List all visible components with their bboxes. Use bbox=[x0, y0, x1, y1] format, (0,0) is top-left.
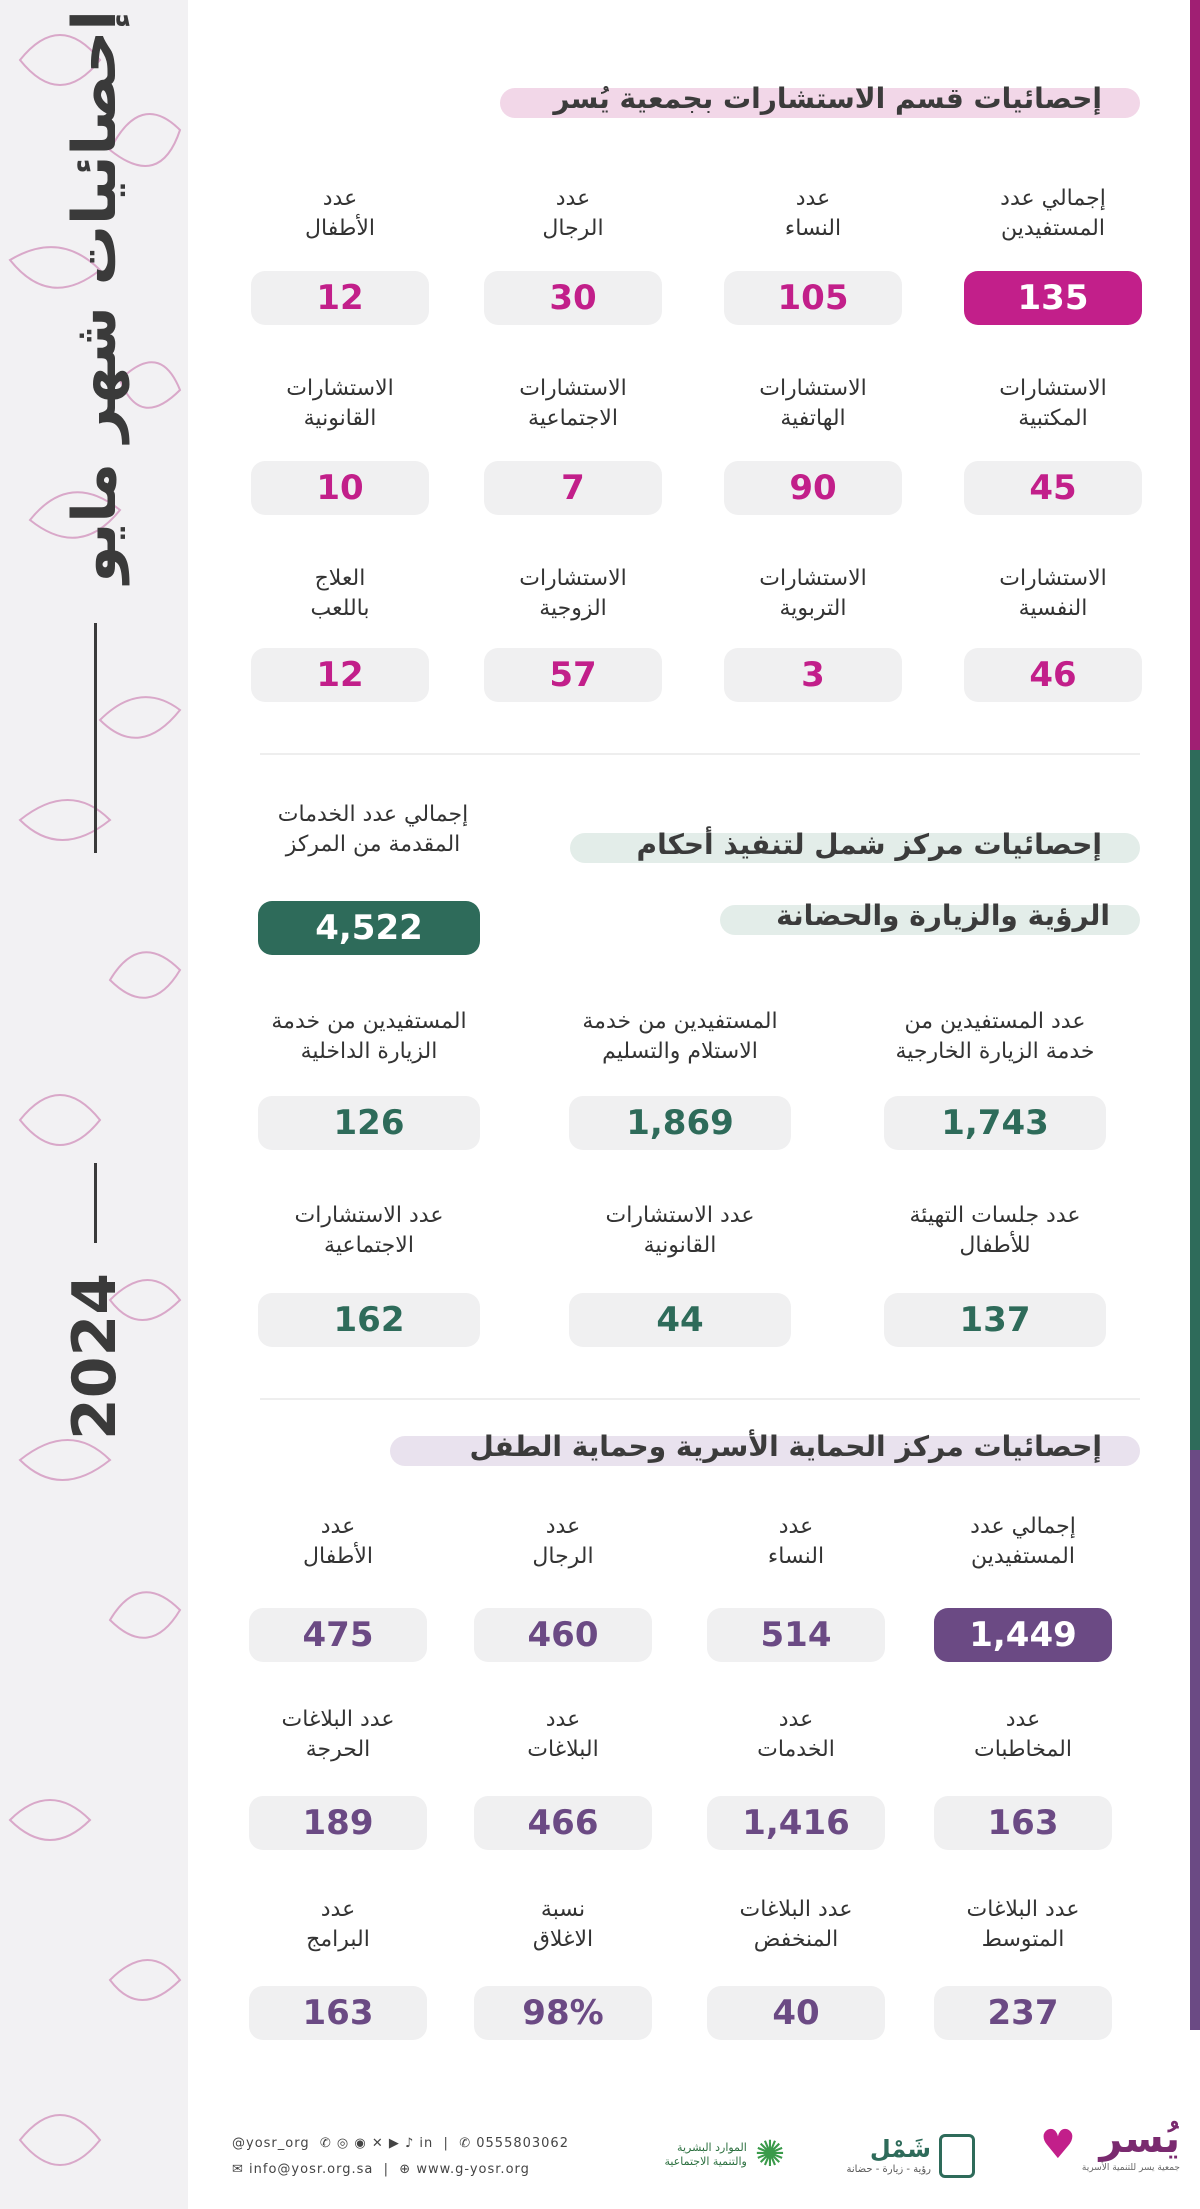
stat-label: الاستشارات المكتبية bbox=[999, 376, 1107, 431]
side-strip bbox=[0, 0, 188, 2209]
title-line bbox=[94, 623, 97, 853]
stat-label: عدد البلاغات المتوسط bbox=[966, 1897, 1080, 1952]
stat-label: عدد الأطفال bbox=[305, 186, 375, 241]
stat-value: 137 bbox=[884, 1293, 1106, 1347]
side-title bbox=[50, 10, 140, 1440]
globe-icon: ⊕ bbox=[399, 2162, 412, 2177]
stat-value: 12 bbox=[251, 648, 429, 702]
stat-value: 1,869 bbox=[569, 1096, 791, 1150]
stat-value: 163 bbox=[249, 1986, 427, 2040]
stat-value: 514 bbox=[707, 1608, 885, 1662]
stat-value: 237 bbox=[934, 1986, 1112, 2040]
stat-label: الاستشارات التربوية bbox=[759, 566, 867, 621]
stat-value: 135 bbox=[964, 271, 1142, 325]
stat-label: عدد البرامج bbox=[306, 1897, 370, 1952]
stat-value: 45 bbox=[964, 461, 1142, 515]
stat-label: عدد الرجال bbox=[542, 186, 604, 241]
footer-social: @yosr_org ✆ ◎ ◉ ✕ ▶ ♪ in | ✆ 0555803062 bbox=[232, 2136, 569, 2151]
page-year: 2024 bbox=[60, 1273, 130, 1440]
stat-value: 3 bbox=[724, 648, 902, 702]
footer-contact: ✉ info@yosr.org.sa | ⊕ www.g-yosr.org bbox=[232, 2162, 530, 2177]
stat-label: العلاج باللعب bbox=[310, 566, 370, 621]
stat-label: عدد النساء bbox=[784, 186, 842, 241]
stat-label: عدد الاستشارات القانونية bbox=[605, 1203, 755, 1258]
stat-value: 126 bbox=[258, 1096, 480, 1150]
stat-value: 7 bbox=[484, 461, 662, 515]
stat-label: الاستشارات الزوجية bbox=[519, 566, 627, 621]
stat-value: 12 bbox=[251, 271, 429, 325]
yosr-logo: يُسر جمعية يسر للتنمية الأسرية ♥ bbox=[1040, 2116, 1180, 2173]
stat-label: الاستشارات النفسية bbox=[999, 566, 1107, 621]
ministry-emblem-icon: ✺ bbox=[754, 2134, 785, 2175]
stat-label: عدد النساء bbox=[767, 1514, 825, 1569]
stat-label: نسبة الاغلاق bbox=[532, 1897, 594, 1952]
stat-value: 162 bbox=[258, 1293, 480, 1347]
stat-label: عدد الاستشارات الاجتماعية bbox=[294, 1203, 444, 1258]
stat-label: المستفيدين من خدمة الزيارة الداخلية bbox=[271, 1009, 467, 1064]
section2-title-line2: الرؤية والزيارة والحضانة bbox=[776, 899, 1110, 932]
section3-title: إحصائيات مركز الحماية الأسرية وحماية الطفل bbox=[469, 1430, 1102, 1463]
ministry-logo: ✺ الموارد البشرية والتنمية الاجتماعية bbox=[664, 2134, 785, 2175]
footer-phone: 0555803062 bbox=[476, 2136, 569, 2151]
shaml-emblem-icon bbox=[939, 2134, 975, 2178]
stat-label: المستفيدين من خدمة الاستلام والتسليم bbox=[582, 1009, 778, 1064]
stat-label: الاستشارات القانونية bbox=[286, 376, 394, 431]
stat-value: 1,416 bbox=[707, 1796, 885, 1850]
stat-label: عدد المخاطبات bbox=[973, 1707, 1072, 1762]
stat-value: 460 bbox=[474, 1608, 652, 1662]
section2-total-label: إجمالي عدد الخدمات المقدمة من المركز bbox=[277, 802, 469, 857]
stat-label: عدد الأطفال bbox=[303, 1514, 373, 1569]
stat-value: 466 bbox=[474, 1796, 652, 1850]
stat-value: 44 bbox=[569, 1293, 791, 1347]
footer-email: info@yosr.org.sa bbox=[249, 2162, 374, 2177]
stat-label: الاستشارات الهاتفية bbox=[759, 376, 867, 431]
stat-label: إجمالي عدد المستفيدين bbox=[1000, 186, 1106, 241]
stat-value: 163 bbox=[934, 1796, 1112, 1850]
page-title: إحصائيات شهر مايو bbox=[60, 10, 130, 583]
shaml-logo: شَمْل رؤية - زيارة - حضانة bbox=[815, 2128, 975, 2184]
stat-label: الاستشارات الاجتماعية bbox=[519, 376, 627, 431]
stat-label: إجمالي عدد المستفيدين bbox=[970, 1514, 1076, 1569]
stat-value: 1,449 bbox=[934, 1608, 1112, 1662]
stat-label: عدد البلاغات bbox=[527, 1707, 599, 1762]
stat-value: 46 bbox=[964, 648, 1142, 702]
footer-social-handle: @yosr_org bbox=[232, 2136, 310, 2151]
phone-icon: ✆ bbox=[459, 2136, 472, 2151]
section1-title: إحصائيات قسم الاستشارات بجمعية يُسر bbox=[553, 82, 1102, 115]
stat-label: عدد البلاغات المنخفض bbox=[739, 1897, 853, 1952]
stat-label: عدد المستفيدين من خدمة الزيارة الخارجية bbox=[895, 1009, 1095, 1064]
stat-label: عدد الخدمات bbox=[757, 1707, 835, 1762]
divider-1 bbox=[260, 753, 1140, 755]
yosr-emblem-icon: ♥ bbox=[1040, 2122, 1076, 2168]
stat-value: 189 bbox=[249, 1796, 427, 1850]
mail-icon: ✉ bbox=[232, 2162, 244, 2177]
stat-value: 57 bbox=[484, 648, 662, 702]
section2-total-value: 4,522 bbox=[258, 901, 480, 955]
stat-value: 90 bbox=[724, 461, 902, 515]
stat-value: 98% bbox=[474, 1986, 652, 2040]
social-icons: ✆ ◎ ◉ ✕ ▶ ♪ in bbox=[314, 2136, 434, 2151]
right-bar-magenta bbox=[1190, 0, 1200, 750]
stat-label: عدد الرجال bbox=[532, 1514, 594, 1569]
stat-value: 475 bbox=[249, 1608, 427, 1662]
footer-website: www.g-yosr.org bbox=[416, 2162, 530, 2177]
title-dash bbox=[94, 1163, 97, 1243]
section2-title-line1: إحصائيات مركز شمل لتنفيذ أحكام bbox=[636, 828, 1102, 861]
stat-value: 105 bbox=[724, 271, 902, 325]
stat-label: عدد جلسات التهيئة للأطفال bbox=[909, 1203, 1081, 1258]
stat-value: 30 bbox=[484, 271, 662, 325]
stat-value: 1,743 bbox=[884, 1096, 1106, 1150]
right-bar-teal bbox=[1190, 750, 1200, 1450]
divider-2 bbox=[260, 1398, 1140, 1400]
stat-label: عدد البلاغات الحرجة bbox=[281, 1707, 395, 1762]
stat-value: 40 bbox=[707, 1986, 885, 2040]
stat-value: 10 bbox=[251, 461, 429, 515]
right-bar-purple bbox=[1190, 1450, 1200, 2030]
